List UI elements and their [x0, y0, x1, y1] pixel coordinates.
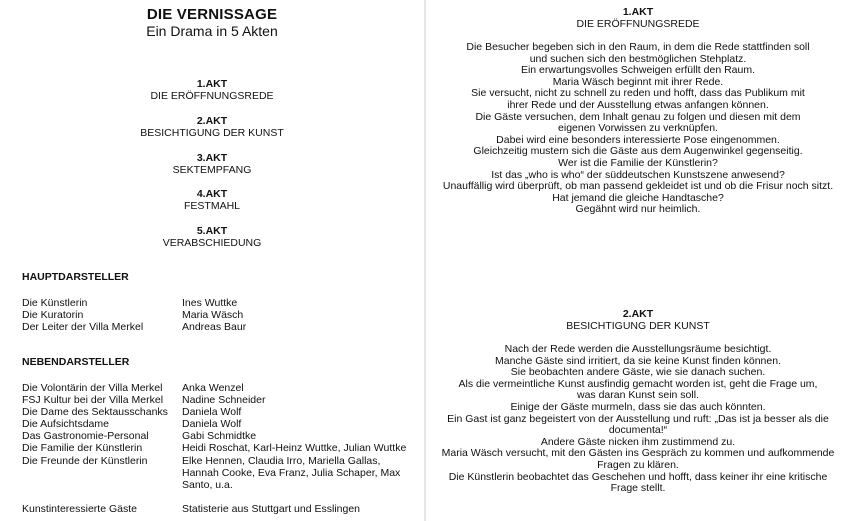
cast-role: FSJ Kultur bei der Villa Merkel [22, 394, 164, 406]
text-line: Dabei wird eine besonders interessierte Pose eingenommen. [496, 133, 780, 146]
text-line: Maria Wäsch beginnt mit ihrer Rede. [552, 75, 724, 88]
text-line: documenta!“ [608, 424, 668, 437]
text-line: und suchen sich den bestmöglichen Stehplatz. [529, 52, 747, 65]
cast-actor: Andreas Baur [182, 321, 247, 333]
cast-role: Das Gastronomie-Personal [22, 430, 149, 442]
text-line: Ist das „who is who“ der süddeutschen Kunstszene anwesend? [491, 168, 785, 181]
act-heading [426, 6, 850, 30]
cast-actor: Gabi Schmidtke [182, 430, 257, 442]
cast-actor: Elke Hennen, Claudia Irro, Mariella Gallas, Hannah Cooke, Eva Franz, Julia Schaper, Max Santo, u.a. [182, 455, 401, 491]
text-line: Frage stellt. [610, 482, 666, 495]
act-list-item [0, 78, 424, 102]
cast-actor: Nadine Schneider [182, 394, 266, 406]
act-list-item [0, 115, 424, 139]
text-line: Gleichzeitig mustern sich die Gäste aus dem Augenwinkel gegenseitig. [473, 145, 803, 158]
cast-role: Kunstinteressierte Gäste [22, 503, 137, 515]
cast-role: Die Familie der Künstlerin [22, 442, 143, 454]
act-description [440, 344, 836, 495]
act-name: SEKTEMPFANG [172, 164, 252, 176]
act-number: 1.AKT [196, 78, 228, 90]
text-line: Als die vermeintliche Kunst ausfindig gemacht worden ist, geht die Frage um, [458, 377, 818, 390]
text-line: Maria Wäsch versucht, mit den Gästen ins Gespräch zu kommen und aufkommende [441, 447, 835, 460]
act-heading [426, 308, 850, 332]
act-list-item [0, 225, 424, 249]
cast-role: Der Leiter der Villa Merkel [22, 321, 144, 333]
act-list-item [0, 188, 424, 212]
cast-role: Die Künstlerin [22, 297, 88, 309]
text-line: Einige der Gäste murmeln, dass sie das auch könnten. [510, 400, 766, 413]
act-name: BESICHTIGUNG DER KUNST [566, 320, 710, 332]
cast-actor: Statisterie aus Stuttgart und Esslingen [182, 503, 361, 515]
text-line: Hat jemand die gleiche Handtasche? [552, 191, 724, 204]
text-line: Ein Gast ist ganz begeistert von der Ausstellung und ruft: „Das ist ja besser als die [447, 412, 829, 425]
act-name: FESTMAHL [183, 200, 240, 212]
text-line: was daran Kunst sein soll. [577, 389, 699, 402]
right-page [426, 0, 850, 521]
page-title: DIE VERNISSAGE [146, 6, 278, 23]
page-subtitle: Ein Drama in 5 Akten [146, 23, 278, 39]
text-line: Die Künstlerin beobachtet das Geschehen und hofft, dass keiner ihr eine kritische [448, 470, 828, 483]
text-line: Die Gäste versuchen, dem Inhalt genau zu folgen und diesen mit dem [475, 110, 801, 123]
act-name: DIE ERÖFFNUNGSREDE [576, 18, 700, 30]
act-number: 1.AKT [622, 6, 654, 18]
text-line: Manche Gäste sind irritiert, da sie keine Kunst finden können. [495, 354, 781, 367]
act-number: 4.AKT [196, 188, 228, 200]
act-number: 5.AKT [196, 225, 228, 237]
cast-role: Die Aufsichtsdame [22, 418, 109, 430]
cast-actor: Maria Wäsch [182, 309, 244, 321]
text-line: Wer ist die Familie der Künstlerin? [558, 156, 718, 169]
left-page [0, 0, 424, 521]
text-line: Andere Gäste nicken ihm zustimmend zu. [540, 435, 736, 448]
act-number: 2.AKT [622, 308, 654, 320]
text-line: Gegähnt wird nur heimlich. [575, 203, 701, 216]
act-number: 3.AKT [196, 152, 228, 164]
cast-actor: Heidi Roschat, Karl-Heinz Wuttke, Julian Wuttke [182, 442, 407, 454]
act-name: DIE ERÖFFNUNGSREDE [150, 90, 274, 102]
act-list-item [0, 152, 424, 176]
text-line: Ein erwartungsvolles Schweigen erfüllt den Raum. [520, 64, 756, 77]
cast-actor: Anka Wenzel [182, 382, 244, 394]
text-line: Nach der Rede werden die Ausstellungsräume besichtigt. [504, 343, 772, 355]
text-line: Die Besucher begeben sich in den Raum, in dem die Rede stattfinden soll [466, 41, 810, 53]
cast-actor: Ines Wuttke [182, 297, 238, 309]
cast-actor: Daniela Wolf [182, 406, 242, 418]
text-line: ihrer Rede und der Ausstellung etwas anfangen können. [507, 98, 769, 111]
text-line: eigenen Vorwissen zu verknüpfen. [558, 122, 718, 135]
cast-role: Die Kuratorin [22, 309, 84, 321]
text-line: Sie beobachten andere Gäste, wie sie danach suchen. [510, 366, 766, 379]
cast-role: Die Freunde der Künstlerin [22, 455, 148, 467]
cast-actor: Daniela Wolf [182, 418, 242, 430]
text-line: Sie versucht, nicht zu schnell zu reden und hofft, dass das Publikum mit [471, 87, 805, 100]
cast-role: Die Volontärin der Villa Merkel [22, 382, 163, 394]
cast-role: Die Dame des Sektausschanks [22, 406, 168, 418]
act-description [440, 42, 836, 216]
main-cast-heading: HAUPTDARSTELLER [22, 271, 129, 283]
act-number: 2.AKT [196, 115, 228, 127]
supporting-cast-heading: NEBENDARSTELLER [22, 356, 130, 368]
text-line: Unauffällig wird überprüft, ob man passend gekleidet ist und ob die Frisur noch sitzt. [442, 180, 834, 193]
act-name: BESICHTIGUNG DER KUNST [140, 127, 284, 139]
act-name: VERABSCHIEDUNG [162, 237, 262, 249]
text-line: Fragen zu klären. [597, 458, 679, 471]
